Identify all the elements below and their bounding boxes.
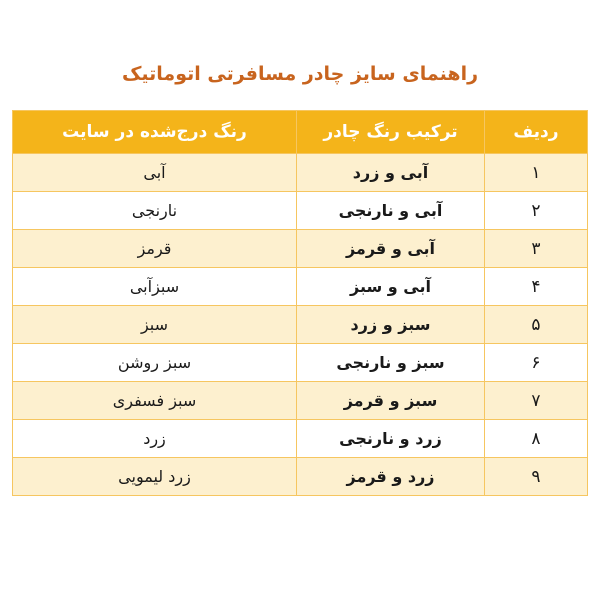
tent-color-combination: آبی و زرد bbox=[297, 154, 485, 192]
table-row bbox=[13, 382, 588, 420]
row-number: ۱ bbox=[485, 154, 588, 192]
table-header-row bbox=[13, 111, 588, 154]
header-row-no: ردیف bbox=[485, 111, 588, 154]
row-number: ۶ bbox=[485, 344, 588, 382]
tent-color-combination: آبی و نارنجی bbox=[297, 192, 485, 230]
row-number: ۴ bbox=[485, 268, 588, 306]
site-color-name: نارنجی bbox=[13, 192, 297, 230]
row-number: ۹ bbox=[485, 458, 588, 496]
table-row bbox=[13, 344, 588, 382]
row-number: ۲ bbox=[485, 192, 588, 230]
tent-color-combination: زرد و نارنجی bbox=[297, 420, 485, 458]
tent-color-combination: سبز و قرمز bbox=[297, 382, 485, 420]
site-color-name: زرد bbox=[13, 420, 297, 458]
header-combination: ترکیب رنگ چادر bbox=[297, 111, 485, 154]
table-row bbox=[13, 268, 588, 306]
table-row bbox=[13, 306, 588, 344]
tent-color-combination: سبز و زرد bbox=[297, 306, 485, 344]
site-color-name: سبز فسفری bbox=[13, 382, 297, 420]
site-color-name: آبی bbox=[13, 154, 297, 192]
site-color-name: سبزآبی bbox=[13, 268, 297, 306]
row-number: ۷ bbox=[485, 382, 588, 420]
row-number: ۳ bbox=[485, 230, 588, 268]
table-row bbox=[13, 192, 588, 230]
page-title: راهنمای سایز چادر مسافرتی اتوماتیک bbox=[121, 63, 479, 85]
row-number: ۵ bbox=[485, 306, 588, 344]
tent-color-combination: آبی و قرمز bbox=[297, 230, 485, 268]
table-row bbox=[13, 458, 588, 496]
site-color-name: قرمز bbox=[13, 230, 297, 268]
tent-color-combination: زرد و قرمز bbox=[297, 458, 485, 496]
tent-color-combination: سبز و نارنجی bbox=[297, 344, 485, 382]
table-row bbox=[13, 154, 588, 192]
header-site-color: رنگ درج‌شده در سایت bbox=[13, 111, 297, 154]
tent-color-combination: آبی و سبز bbox=[297, 268, 485, 306]
table-row bbox=[13, 230, 588, 268]
color-guide-table bbox=[12, 110, 588, 496]
site-color-name: سبز bbox=[13, 306, 297, 344]
row-number: ۸ bbox=[485, 420, 588, 458]
table-row bbox=[13, 420, 588, 458]
site-color-name: سبز روشن bbox=[13, 344, 297, 382]
site-color-name: زرد لیمویی bbox=[13, 458, 297, 496]
